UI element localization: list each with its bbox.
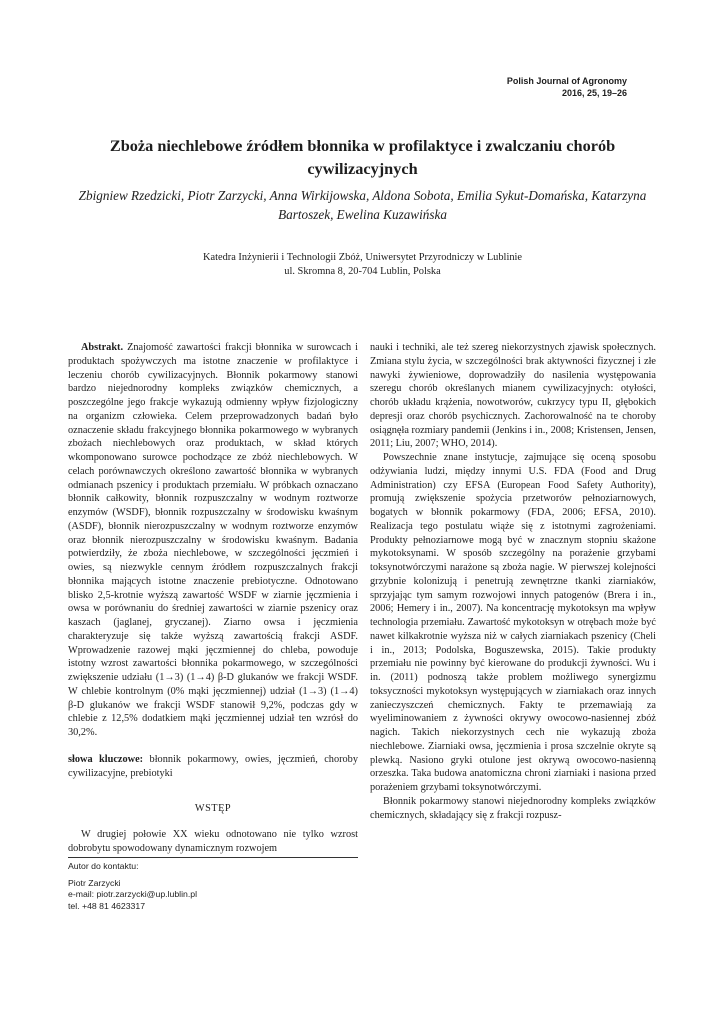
keywords <box>68 753 358 781</box>
intro-paragraph-2: Powszechnie znane instytucje, zajmujące się oceną sposobu odżywiania ludzi, między innymi U.S. FDA (Food and Drug Administration) czy EFSA (European Food Safety Authority), promują zwiększenie spożycia przetworów pełnoziarnowych, bogatych w błonnik pokarmowy (FDA, 2006; EFSA, 2010). Realizacja tego postulatu wiąże się z istotnymi zagrożeniami. Produkty pełnoziarnowe mogą być w znacznym stopniu skażone mykotoksynami. W sposób szczególny na porażenie grzybami toksynotwórczymi narażone są zboża nagie. W pierwszej kolejności grzybnie kolonizują i penetrują zewnętrzne tkanki ziarniaków, sprzyjając tym samym rozwojowi innych patogenów (Brera i in., 2006; Hemery i in., 2007). Na koncentrację mykotoksyn ma wpływ technologia przemiału. Zawartość mykotoksyn w otrębach może być nawet kilkakrotnie wyższa niż w całych ziarniakach pszenicy (Cheli i in., 2013; Podolska, Boguszewska, 2015). Takie produkty przemiału nie powinny być kierowane do produkcji żywności. Wu i in. (2011) podnoszą także problem możliwego synergizmu toksyczności mykotoksyn występujących w ziarniakach oraz innych zanieczyszczeń chemicznych. Fakty te przemawiają za wyeliminowaniem z żywności okrywy owocowo-nasiennej zbóż nagich. Takich niekorzystnych cech nie wykazują zboża niechlebowe. Ziarniaki owsa, jęczmienia i prosa szczelnie okryte są plewką. Nasiono gryki otulone jest okrywą owocowo-nasienną orzeszka. Taka budowa anatomiczna chroni ziarniaki i nasiona przed porażeniem grzybami toksynotwórczymi. <box>370 452 656 793</box>
contact-name: Piotr Zarzycki <box>68 877 121 888</box>
paper-title: Zboża niechlebowe źródłem błonnika w profilaktyce i zwalczaniu chorób cywilizacyjnych <box>109 136 616 178</box>
intro-paragraph-1-continued <box>370 341 656 451</box>
intro-paragraph-1-start <box>68 828 358 856</box>
journal-header <box>507 76 627 99</box>
affiliation <box>120 251 605 279</box>
contact-footnote <box>68 861 358 912</box>
footnote-divider <box>68 857 358 858</box>
affiliation-line-1: Katedra Inżynierii i Technologii Zbóż, Uniwersytet Przyrodniczy w Lublinie <box>202 252 523 263</box>
contact-email: e-mail: piotr.zarzycki@up.lublin.pl <box>68 889 198 900</box>
left-column <box>68 341 358 856</box>
intro-paragraph-1-right: nauki i techniki, ale też szereg niekorzystnych zjawisk społecznych. Zmiana stylu życia, w szczególności brak aktywności fizycznej i złe nawyki żywieniowe, doprowadziły do nasilenia występowania szeregu chorób określanych mianem cywilizacyjnych: otyłości, chorób układu krążenia, nowotworów, cukrzycy typu II, głębokich depresji oraz chorób psychicznych. Zachorowalność na te choroby osiągnęła rozmiary pandemii (Jenkins i in., 2008; Kristensen, Jensen, 2011; Liu, 2007; WHO, 2014). <box>370 342 656 450</box>
journal-name: Polish Journal of Agronomy <box>506 76 627 86</box>
contact-phone: tel. +48 81 4623317 <box>68 900 146 911</box>
intro-paragraph-1-left: W drugiej połowie XX wieku odnotowano nie tylko wzrost dobrobytu spowodowany dynamicznym rozwojem <box>68 829 358 854</box>
right-column <box>370 341 656 822</box>
author-list: Zbigniew Rzedzicki, Piotr Zarzycki, Anna Wirkijowska, Aldona Sobota, Emilia Sykut-Domańska, Katarzyna Bartoszek, Ewelina Kuzawińska <box>78 188 647 222</box>
section-heading: WSTĘP <box>194 803 232 815</box>
intro-paragraph-3: Błonnik pokarmowy stanowi niejednorodny kompleks związków chemicznych, składający się z frakcji rozpusz- <box>370 795 656 821</box>
abstract-label: Abstrakt. <box>81 342 124 353</box>
abstract <box>68 341 358 740</box>
keywords-label: słowa kluczowe: <box>68 753 144 765</box>
affiliation-line-2: ul. Skromna 8, 20-704 Lublin, Polska <box>284 266 441 277</box>
contact-label: Autor do kontaktu: <box>68 861 139 871</box>
abstract-text: Znajomość zawartości frakcji błonnika w surowcach i produktach spożywczych ma istotne znaczenie w profilaktyce i leczeniu chorób cywilizacyjnych. Błonnik pokarmowy stanowi bardzo niejednorodny kompleks związków chemicznych, a poszczególne jego frakcje wykazują odmienny wpływ fizjologiczny na organizm człowieka. Celem przeprowadzonych badań było oznaczenie składu frakcyjnego błonnika pokarmowego w wybranych zbożach niechlebowych oraz produktach, w skład których wkomponowano surowce pochodzące ze zbóż niechlebowych. W celach porównawczych określono zawartość błonnika w wybranych odmianach pszenicy i produktach przemiału. W próbkach oznaczano błonnik całkowity, błonnik rozpuszczalny w wodnym roztworze enzymów (WSDF), błonnik rozpuszczalny w środowisku kwaśnym (ASDF), błonnik nierozpuszczalny w wodnym roztworze enzymów oraz błonnik nierozpuszczalny w środowisku kwaśnym. Badania potwierdziły, że zboża niechlebowe, w szczególności jęczmień i owies, są niezwykle cennym źródłem rozpuszczalnych frakcji błonnika mających istotne znaczenie prebiotyczne. Odnotowano blisko 2,5-krotnie wyższą zawartość WSDF w ziarnie jęczmienia i owsa w porównaniu do średniej zawartości w ziarnie pszenicy oraz kaszach (jaglanej, gryczanej). Ziarno owsa i jęczmienia charakteryzuje się także wyższą zawartością frakcji ASDF. Wprowadzenie razowej mąki jęczmiennej do chleba, powoduje istotny wzrost zawartości błonnika pokarmowego, w szczególności zwiększenie udziału (1→3) (1→4) β-D glukanów we frakcji WSDF. W chlebie kontrolnym (0% mąki jęczmiennej) udział (1→3) (1→4) β-D glukanów we frakcji WSDF stanowił 9,2%, podczas gdy w chlebie z 12,5% dodatkiem mąki jęczmiennej udział ten wzrósł do 30,2%. <box>68 342 359 738</box>
journal-issue: 2016, 25, 19–26 <box>561 87 627 98</box>
keywords-text: błonnik pokarmowy, owies, jęczmień, choroby cywilizacyjne, prebiotyki <box>68 753 358 779</box>
